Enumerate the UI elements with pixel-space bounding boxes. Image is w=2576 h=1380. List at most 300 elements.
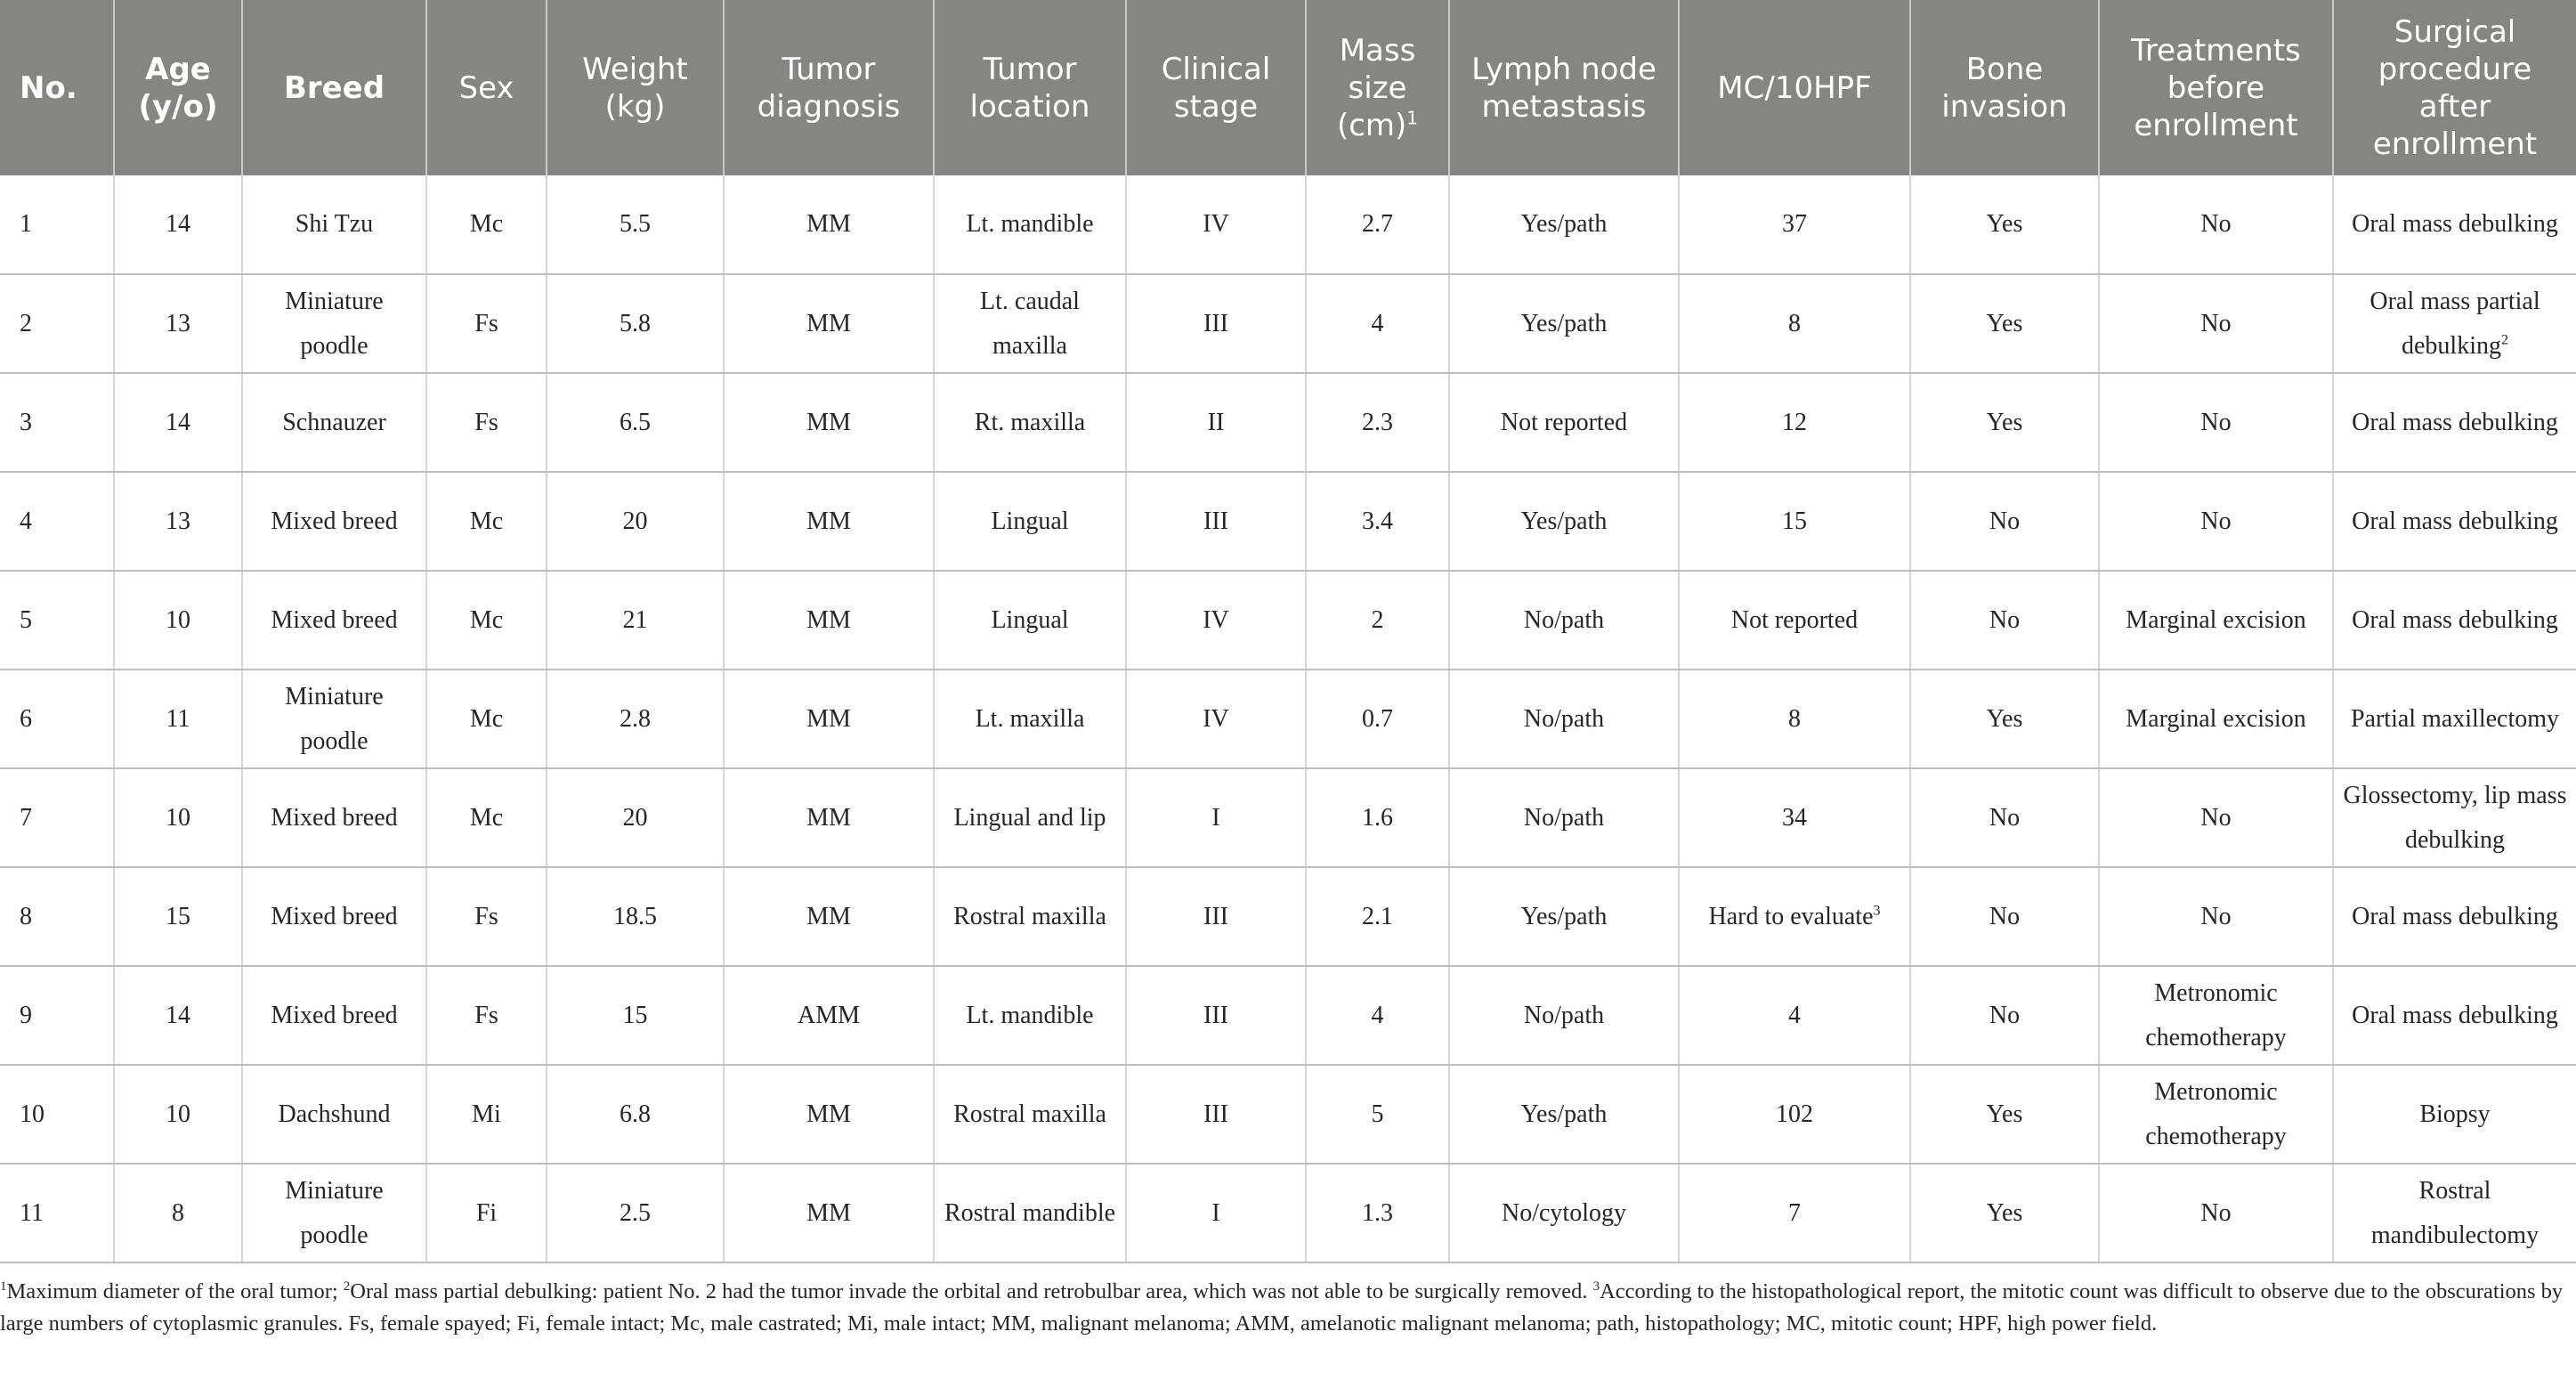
cell-diagnosis [724,966,934,1065]
cell-location-text: Lt. mandible [966,1001,1094,1029]
cell-weight-text: 21 [622,605,648,634]
cell-surgery [2333,670,2576,768]
cell-mc-text: 37 [1782,210,1807,238]
cell-mass-size [1306,1164,1449,1262]
cell-treatments [2099,1065,2333,1164]
cell-treatments-text: No [2200,1198,2232,1227]
cell-location [934,768,1126,867]
cell-diagnosis-text: AMM [797,1001,860,1029]
cell-breed [242,175,426,274]
header-bone: Bone invasion [1910,0,2099,175]
header-mass-size-footnote: 1 [1406,107,1419,129]
cell-treatments-text: No [2200,210,2232,238]
cell-location [934,1065,1126,1164]
cell-mass-size-text: 5 [1371,1100,1384,1128]
cell-no [0,1164,114,1262]
cell-age [114,571,242,670]
cell-bone [1910,472,2099,571]
cell-surgery [2333,867,2576,966]
cell-weight-text: 6.8 [620,1100,651,1128]
cell-stage-text: III [1203,1001,1228,1029]
cell-surgery [2333,571,2576,670]
cell-location-text: Lt. mandible [966,210,1094,238]
cell-breed-text: Mixed breed [271,507,398,535]
cell-mc-text: 8 [1788,309,1801,337]
cell-no [0,472,114,571]
cell-bone-text: Yes [1986,1100,2023,1128]
cell-diagnosis [724,670,934,768]
cell-stage-text: IV [1203,704,1229,733]
cell-location-text: Lt. maxilla [975,704,1085,733]
cell-footnote-marker: 3 [1873,903,1881,919]
cell-weight [547,274,724,373]
cell-breed-text: Mixed breed [271,902,398,930]
cell-sex [426,867,547,966]
cell-stage [1126,175,1306,274]
cell-mc [1679,175,1910,274]
cell-surgery-text: Oral mass debulking [2352,605,2558,634]
cell-treatments [2099,175,2333,274]
cell-location-text: Rostral mandible [944,1198,1116,1227]
cell-weight [547,768,724,867]
cell-no [0,175,114,274]
cell-bone-text: No [1989,1001,2021,1029]
cell-diagnosis [724,472,934,571]
cell-breed [242,670,426,768]
cell-mass-size [1306,373,1449,472]
cell-breed-text: Mixed breed [271,803,398,832]
cell-breed-text: Miniature poodle [285,287,384,360]
cell-surgery-text: Oral mass debulking [2352,408,2558,436]
cell-surgery [2333,373,2576,472]
cell-lymph-text: No/path [1523,605,1605,634]
cell-no [0,670,114,768]
cell-stage [1126,670,1306,768]
cell-surgery [2333,966,2576,1065]
cell-age-text: 15 [166,902,190,930]
cell-stage-text: I [1211,1198,1220,1227]
cell-breed-text: Miniature poodle [285,682,384,755]
cell-bone-text: No [1989,605,2021,634]
cell-age-text: 10 [166,803,190,832]
cell-diagnosis-text: MM [806,1100,851,1128]
cell-stage [1126,571,1306,670]
cell-surgery [2333,768,2576,867]
cell-age-text: 11 [166,704,190,733]
cell-mc [1679,373,1910,472]
cell-breed [242,867,426,966]
table-row [0,571,2576,670]
table-row [0,670,2576,768]
cell-mc-text: 102 [1776,1100,1813,1128]
cell-surgery-text: Oral mass debulking [2352,1001,2558,1029]
cell-bone [1910,175,2099,274]
table-row [0,768,2576,867]
cell-age-text: 14 [166,1001,190,1029]
cell-location [934,373,1126,472]
cell-stage-text: III [1203,902,1228,930]
cell-breed-text: Mixed breed [271,605,398,634]
header-stage: Clinical stage [1126,0,1306,175]
cell-lymph-text: No/path [1523,704,1605,733]
cell-breed [242,1164,426,1262]
cell-stage-text: III [1203,309,1228,337]
cell-mass-size [1306,670,1449,768]
cell-age [114,1065,242,1164]
cell-diagnosis-text: MM [806,309,851,337]
cell-breed-text: Schnauzer [282,408,386,436]
cell-lymph-text: No/path [1523,1001,1605,1029]
cell-mc [1679,571,1910,670]
cell-mc [1679,1164,1910,1262]
cell-treatments-text: No [2200,309,2232,337]
cell-no-text: 9 [20,1001,32,1029]
cell-bone [1910,373,2099,472]
cell-mass-size [1306,966,1449,1065]
cell-lymph [1449,867,1679,966]
footnote-text-1: Maximum diameter of the oral tumor; [6,1279,344,1303]
cell-weight-text: 15 [622,1001,648,1029]
cell-bone-text: Yes [1986,309,2023,337]
cell-location [934,571,1126,670]
cell-age-text: 10 [166,1100,190,1128]
cell-lymph-text: No/path [1523,803,1605,832]
cell-treatments-text: No [2200,408,2232,436]
cell-surgery-text: Rostral mandibulectomy [2370,1176,2540,1249]
cell-treatments-text: Marginal excision [2126,605,2306,634]
cell-surgery [2333,472,2576,571]
cell-diagnosis-text: MM [806,408,851,436]
cell-diagnosis [724,867,934,966]
cell-sex-text: Mi [472,1100,501,1128]
cell-sex-text: Fi [475,1198,498,1227]
header-row [0,0,2576,175]
cell-location [934,1164,1126,1262]
cell-diagnosis [724,373,934,472]
cell-lymph [1449,571,1679,670]
cell-mc-text: 12 [1782,408,1807,436]
footnote-marker-1: 1 [0,1279,7,1294]
cell-stage [1126,1065,1306,1164]
cell-diagnosis-text: MM [806,507,851,535]
cell-treatments [2099,670,2333,768]
cell-treatments [2099,966,2333,1065]
cell-lymph [1449,670,1679,768]
cell-breed [242,373,426,472]
footnote-marker-2: 2 [343,1279,351,1294]
cell-diagnosis [724,1065,934,1164]
cell-breed [242,768,426,867]
cell-bone [1910,1164,2099,1262]
table-footnote [0,1276,2572,1340]
cell-diagnosis [724,175,934,274]
cell-diagnosis [724,768,934,867]
cell-stage-text: I [1211,803,1220,832]
cell-location [934,867,1126,966]
cell-weight-text: 20 [622,507,648,535]
cell-weight [547,1164,724,1262]
cell-lymph-text: Yes/path [1520,1100,1608,1128]
table-row [0,966,2576,1065]
cell-treatments [2099,768,2333,867]
cell-age-text: 14 [166,210,190,238]
cell-age [114,867,242,966]
cell-stage-text: IV [1203,605,1229,634]
cell-bone-text: Yes [1986,704,2023,733]
cell-surgery-text: Biopsy [2419,1100,2491,1128]
cell-mc-text: Hard to evaluate [1708,902,1874,930]
cell-treatments-text: Marginal excision [2126,704,2306,733]
header-age: Age (y/o) [114,0,242,175]
cell-bone-text: Yes [1986,1198,2023,1227]
cell-lymph [1449,175,1679,274]
cell-treatments-text: No [2200,803,2232,832]
cell-location [934,274,1126,373]
header-diagnosis: Tumor diagnosis [724,0,934,175]
cell-sex-text: Mc [469,704,504,733]
cell-sex [426,1065,547,1164]
cell-bone [1910,768,2099,867]
cell-diagnosis [724,274,934,373]
footnote-text-2: Oral mass partial debulking: patient No. 2 had the tumor invade the orbital and retrobulbar area, which was not able to be surgically removed. [350,1279,1593,1303]
cell-surgery [2333,175,2576,274]
cell-surgery [2333,274,2576,373]
header-breed: Breed [242,0,426,175]
cell-weight-text: 18.5 [613,902,657,930]
cell-lymph [1449,768,1679,867]
cell-mc [1679,768,1910,867]
cell-bone [1910,670,2099,768]
cell-weight-text: 5.5 [620,210,651,238]
cell-weight [547,670,724,768]
cell-age [114,966,242,1065]
table-row [0,274,2576,373]
cell-breed [242,274,426,373]
cell-sex-text: Fs [474,408,498,436]
cell-stage [1126,472,1306,571]
cell-bone [1910,966,2099,1065]
cell-lymph-text: Yes/path [1520,210,1608,238]
cell-weight [547,472,724,571]
cell-location-text: Lingual and lip [953,803,1106,832]
header-no: No. [0,0,114,175]
cell-sex-text: Mc [469,507,504,535]
header-mass-size-label: Mass size (cm) [1336,32,1416,143]
cell-mass-size [1306,867,1449,966]
cell-sex [426,670,547,768]
cell-lymph-text: Not reported [1500,408,1628,436]
cell-breed-text: Mixed breed [271,1001,398,1029]
cell-no-text: 6 [20,704,32,733]
cell-treatments [2099,867,2333,966]
table-row [0,867,2576,966]
cell-bone [1910,571,2099,670]
cell-mc [1679,472,1910,571]
footnote-text-3: According to the histopathological report, the mitotic count was difficult to observe due to the obscurations by large numbers of cytoplasmic granules. Fs, female spayed; Fi, female intact; Mc, male castrated; Mi, male intact; MM, malignant melanoma; AMM, amelanotic malignant melanoma; path, histopathology; MC, mitotic count; HPF, high power field. [0,1279,2564,1335]
table-body [0,175,2576,1262]
cell-diagnosis-text: MM [806,1198,851,1227]
cell-no-text: 5 [20,605,32,634]
cell-mass-size-text: 2.1 [1362,902,1393,930]
cell-sex [426,274,547,373]
cell-weight [547,867,724,966]
cell-age [114,373,242,472]
cell-no-text: 2 [20,309,32,337]
cell-lymph [1449,274,1679,373]
cell-stage-text: III [1203,1100,1228,1128]
cell-mc-text: Not reported [1730,605,1859,634]
cell-mc-text: 8 [1788,704,1801,733]
cell-mass-size [1306,274,1449,373]
cell-surgery-text: Glossectomy, lip mass debulking [2343,781,2567,854]
table-row [0,472,2576,571]
cell-no-text: 1 [20,210,32,238]
cell-bone [1910,1065,2099,1164]
cell-mass-size-text: 2.3 [1362,408,1393,436]
cell-no-text: 11 [20,1198,44,1227]
cell-location-text: Rostral maxilla [953,1100,1106,1128]
cell-treatments-text: No [2200,507,2232,535]
cell-mass-size-text: 2.7 [1362,210,1393,238]
cell-stage [1126,373,1306,472]
cell-weight-text: 2.5 [620,1198,651,1227]
cell-lymph [1449,1065,1679,1164]
cell-no-text: 3 [20,408,32,436]
cell-no [0,768,114,867]
cell-surgery-text: Oral mass debulking [2352,902,2558,930]
cell-no [0,373,114,472]
cell-diagnosis-text: MM [806,210,851,238]
header-lymph: Lymph node metastasis [1449,0,1679,175]
cell-age-text: 13 [166,507,190,535]
cell-location-text: Lingual [991,605,1069,634]
cell-weight [547,373,724,472]
cell-surgery-text: Oral mass partial debulking [2369,287,2540,360]
header-surgery: Surgical procedure after enrollment [2333,0,2576,175]
cell-diagnosis [724,1164,934,1262]
cell-sex-text: Fs [474,902,498,930]
cell-weight [547,571,724,670]
cell-sex [426,571,547,670]
cell-no [0,867,114,966]
cell-bone [1910,867,2099,966]
cell-weight [547,1065,724,1164]
cell-location [934,966,1126,1065]
header-mass-size [1306,0,1449,175]
cell-diagnosis-text: MM [806,803,851,832]
cell-no [0,274,114,373]
cell-breed-text: Shi Tzu [295,210,374,238]
cell-sex [426,966,547,1065]
cell-diagnosis [724,571,934,670]
cell-bone-text: No [1989,507,2021,535]
cell-location-text: Lt. caudal maxilla [980,287,1080,360]
table-row [0,1065,2576,1164]
cell-mass-size-text: 4 [1371,309,1384,337]
cell-location-text: Rostral maxilla [953,902,1106,930]
cell-breed [242,571,426,670]
cell-weight [547,175,724,274]
cell-treatments [2099,373,2333,472]
cell-lymph-text: Yes/path [1520,902,1608,930]
cell-treatments [2099,571,2333,670]
cell-stage [1126,768,1306,867]
cell-diagnosis-text: MM [806,704,851,733]
cell-mc [1679,966,1910,1065]
cell-mc [1679,670,1910,768]
cell-surgery [2333,1065,2576,1164]
cell-bone-text: No [1989,803,2021,832]
header-location: Tumor location [934,0,1126,175]
cell-stage-text: III [1203,507,1228,535]
cell-age-text: 10 [166,605,190,634]
cell-bone [1910,274,2099,373]
cell-weight [547,966,724,1065]
cell-lymph [1449,1164,1679,1262]
cell-mass-size-text: 3.4 [1362,507,1393,535]
cell-breed-text: Dachshund [278,1100,391,1128]
cell-age [114,175,242,274]
header-mc: MC/10HPF [1679,0,1910,175]
cell-bone-text: Yes [1986,408,2023,436]
cell-stage [1126,274,1306,373]
cell-lymph-text: Yes/path [1520,309,1608,337]
cell-sex [426,472,547,571]
cell-treatments [2099,274,2333,373]
cell-treatments-text: Metronomic chemotherapy [2145,978,2287,1051]
cell-mass-size [1306,571,1449,670]
cell-age-text: 13 [166,309,190,337]
cell-treatments-text: No [2200,902,2232,930]
cell-stage [1126,966,1306,1065]
cell-no [0,571,114,670]
cell-mc-text: 7 [1788,1198,1801,1227]
cell-mc [1679,274,1910,373]
cell-no [0,966,114,1065]
footnote-marker-3: 3 [1592,1279,1600,1294]
cell-sex [426,1164,547,1262]
cell-surgery-text: Oral mass debulking [2352,507,2558,535]
cell-lymph-text: Yes/path [1520,507,1608,535]
cell-lymph [1449,373,1679,472]
cell-breed [242,472,426,571]
cell-mass-size [1306,472,1449,571]
cell-location [934,472,1126,571]
cell-mc [1679,1065,1910,1164]
header-sex: Sex [426,0,547,175]
cell-stage [1126,867,1306,966]
cell-age [114,670,242,768]
cell-sex [426,373,547,472]
cell-weight-text: 5.8 [620,309,651,337]
cell-footnote-marker: 2 [2501,332,2508,348]
cell-treatments-text: Metronomic chemotherapy [2145,1077,2287,1150]
cell-age [114,1164,242,1262]
cell-location [934,670,1126,768]
cell-treatments [2099,472,2333,571]
cell-mass-size-text: 1.6 [1362,803,1393,832]
cell-sex-text: Mc [469,803,504,832]
cell-weight-text: 6.5 [620,408,651,436]
cell-weight-text: 20 [622,803,648,832]
cell-age [114,274,242,373]
cell-sex-text: Fs [474,309,498,337]
cell-location-text: Lingual [991,507,1069,535]
cell-weight-text: 2.8 [620,704,651,733]
cell-breed-text: Miniature poodle [285,1176,384,1249]
cell-no-text: 4 [20,507,32,535]
cell-no [0,1065,114,1164]
